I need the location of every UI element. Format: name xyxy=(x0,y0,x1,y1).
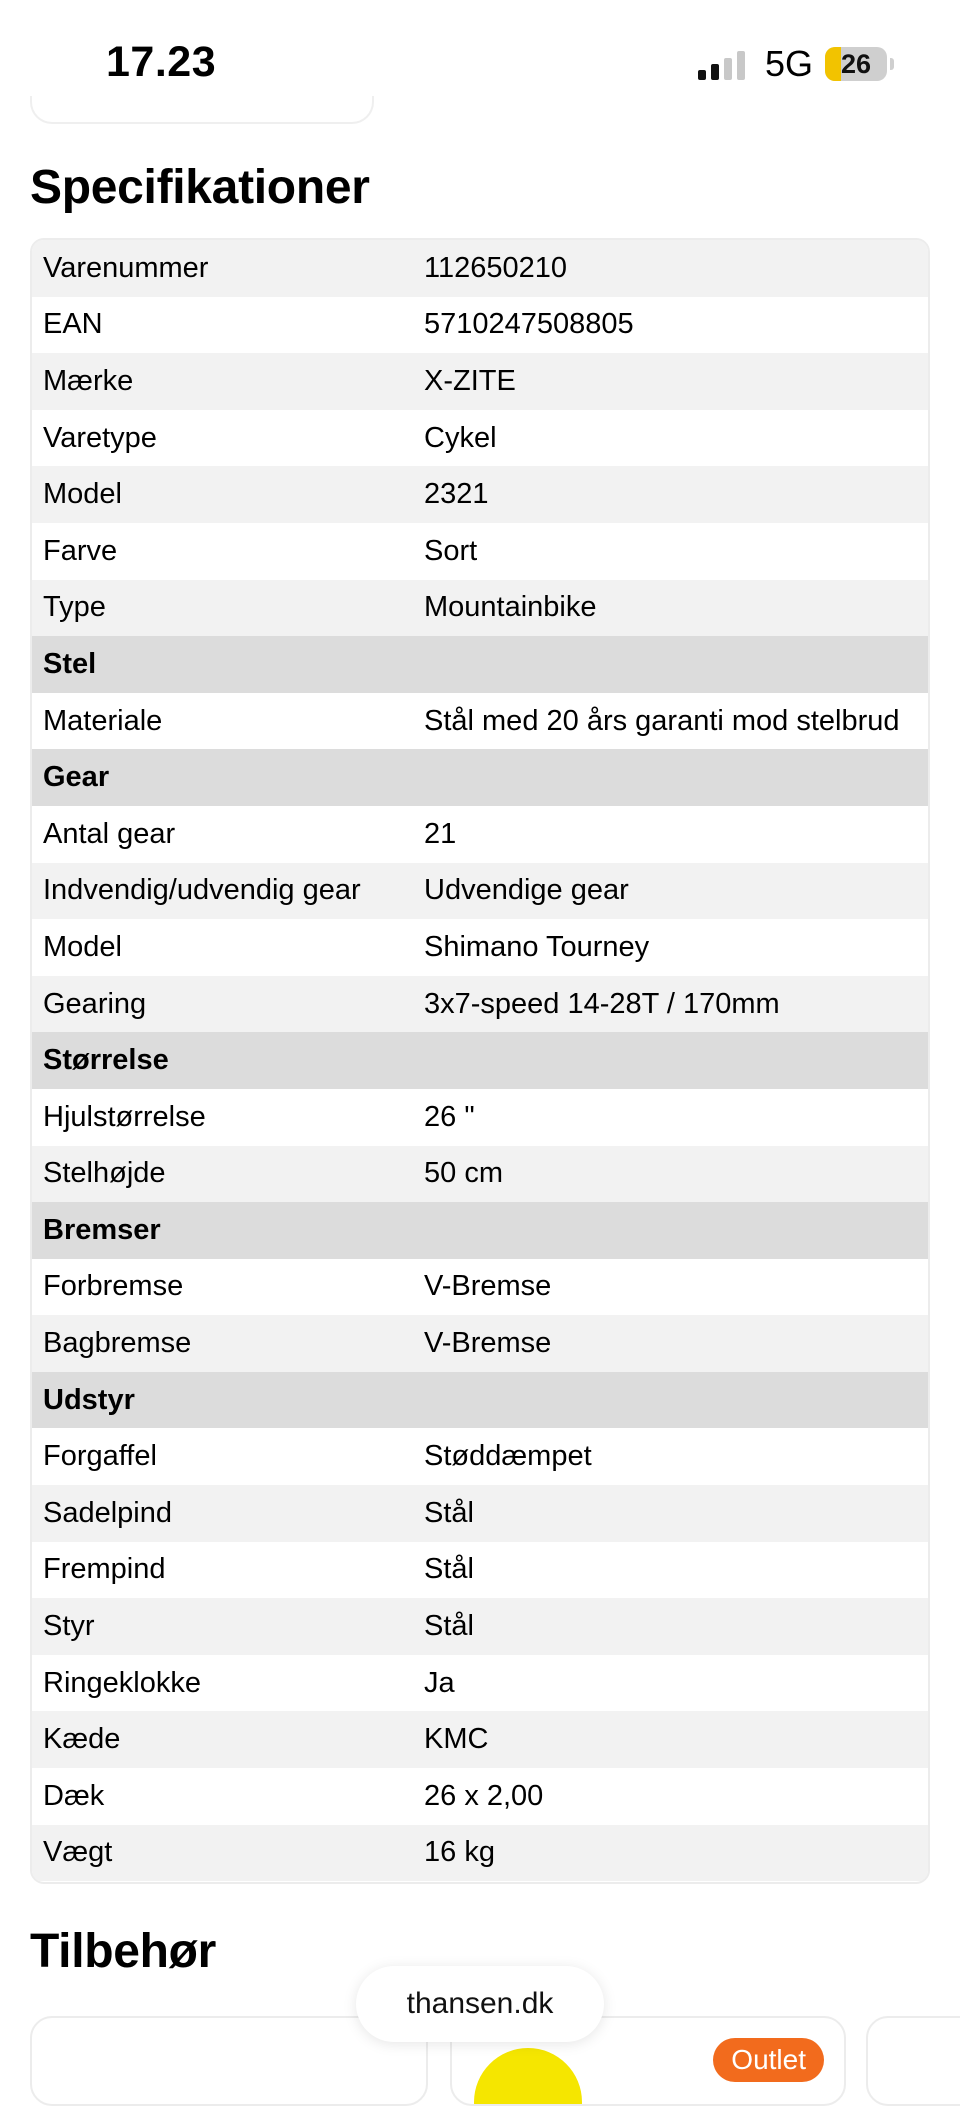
spec-row xyxy=(32,297,928,354)
spec-value: 5710247508805 xyxy=(424,308,634,341)
spec-label: Forgaffel xyxy=(43,1440,157,1473)
spec-row xyxy=(32,466,928,523)
spec-row xyxy=(32,1259,928,1316)
spec-row xyxy=(32,1825,928,1882)
spec-value: Støddæmpet xyxy=(424,1440,592,1473)
spec-row xyxy=(32,1542,928,1599)
spec-value: 2321 xyxy=(424,478,489,511)
spec-value: X-ZITE xyxy=(424,364,516,397)
spec-group-label: Gear xyxy=(43,761,110,794)
spec-label: Model xyxy=(43,930,122,963)
spec-label: Dæk xyxy=(43,1779,105,1812)
spec-group-label: Stel xyxy=(43,647,97,680)
network-type: 5G xyxy=(764,43,813,84)
spec-label: Ringeklokke xyxy=(43,1666,201,1699)
spec-value: 26 x 2,00 xyxy=(424,1779,544,1812)
spec-row xyxy=(32,1146,928,1203)
spec-row xyxy=(32,1428,928,1485)
spec-row xyxy=(32,1711,928,1768)
spec-row xyxy=(32,1315,928,1372)
spec-label: Forbremse xyxy=(43,1270,184,1303)
spec-row xyxy=(32,1598,928,1655)
spec-value: 21 xyxy=(424,817,457,850)
spec-label: Varenummer xyxy=(43,251,209,284)
spec-value: 26 " xyxy=(424,1100,475,1133)
spec-group-header xyxy=(32,636,928,693)
browser-url-bar[interactable] xyxy=(356,1966,604,2042)
spec-value: Stål xyxy=(424,1496,474,1529)
spec-value: V-Bremse xyxy=(424,1270,552,1303)
outlet-badge: Outlet xyxy=(713,2038,824,2082)
spec-row xyxy=(32,976,928,1033)
spec-label: Bagbremse xyxy=(43,1327,192,1360)
spec-group-label: Bremser xyxy=(43,1213,161,1246)
spec-label: Sadelpind xyxy=(43,1496,172,1529)
spec-group-label: Udstyr xyxy=(43,1383,135,1416)
spec-label: Antal gear xyxy=(43,817,176,850)
spec-label: Styr xyxy=(43,1610,95,1643)
spec-group-header xyxy=(32,749,928,806)
spec-group-label: Størrelse xyxy=(43,1044,169,1077)
status-indicators xyxy=(698,44,894,84)
spec-label: Frempind xyxy=(43,1553,166,1586)
spec-value: 112650210 xyxy=(424,251,568,284)
spec-label: Varetype xyxy=(43,421,157,454)
spec-label: Gearing xyxy=(43,987,147,1020)
spec-row xyxy=(32,806,928,863)
spec-row xyxy=(32,580,928,637)
product-image xyxy=(474,2048,582,2106)
spec-label: Model xyxy=(43,478,122,511)
url-text: thansen.dk xyxy=(406,1987,554,2020)
spec-value: Stål med 20 års garanti mod stelbrud xyxy=(424,704,900,737)
spec-row xyxy=(32,353,928,410)
spec-row xyxy=(32,240,928,297)
spec-label: Materiale xyxy=(43,704,163,737)
accessories-heading: Tilbehør xyxy=(30,1925,217,1978)
spec-value: Shimano Tourney xyxy=(424,930,650,963)
spec-row xyxy=(32,1089,928,1146)
battery-icon xyxy=(825,47,887,81)
spec-group-header xyxy=(32,1032,928,1089)
spec-value: 50 cm xyxy=(424,1157,503,1190)
spec-label: Indvendig/udvendig gear xyxy=(43,874,361,907)
spec-label: Stelhøjde xyxy=(43,1157,166,1190)
previous-card-edge xyxy=(30,96,374,124)
spec-value: Cykel xyxy=(424,421,497,454)
spec-value: Ja xyxy=(424,1666,455,1699)
battery-level: 26 xyxy=(840,48,872,79)
specifications-heading: Specifikationer xyxy=(30,161,370,214)
spec-row xyxy=(32,410,928,467)
spec-label: Farve xyxy=(43,534,118,567)
spec-row xyxy=(32,919,928,976)
spec-value: Mountainbike xyxy=(424,591,597,624)
spec-label: Kæde xyxy=(43,1723,121,1756)
spec-row xyxy=(32,863,928,920)
spec-value: 16 kg xyxy=(424,1836,495,1869)
spec-row xyxy=(32,1485,928,1542)
battery-tip xyxy=(890,58,894,70)
spec-value: V-Bremse xyxy=(424,1327,552,1360)
spec-label: EAN xyxy=(43,308,103,341)
spec-value: Sort xyxy=(424,534,478,567)
spec-label: Type xyxy=(43,591,106,624)
specifications-table xyxy=(30,238,930,1884)
accessory-card[interactable] xyxy=(866,2016,960,2106)
spec-value: Udvendige gear xyxy=(424,874,629,907)
spec-value: KMC xyxy=(424,1723,489,1756)
spec-row xyxy=(32,1655,928,1712)
spec-label: Vægt xyxy=(43,1836,113,1869)
spec-row xyxy=(32,1768,928,1825)
spec-row xyxy=(32,523,928,580)
spec-value: 3x7-speed 14-28T / 170mm xyxy=(424,987,780,1020)
status-time: 17.23 xyxy=(106,38,217,86)
spec-value: Stål xyxy=(424,1610,474,1643)
cellular-signal-icon xyxy=(698,48,745,80)
spec-row xyxy=(32,693,928,750)
spec-label: Mærke xyxy=(43,364,134,397)
spec-group-header xyxy=(32,1202,928,1259)
spec-label: Hjulstørrelse xyxy=(43,1100,206,1133)
spec-group-header xyxy=(32,1372,928,1429)
spec-value: Stål xyxy=(424,1553,474,1586)
